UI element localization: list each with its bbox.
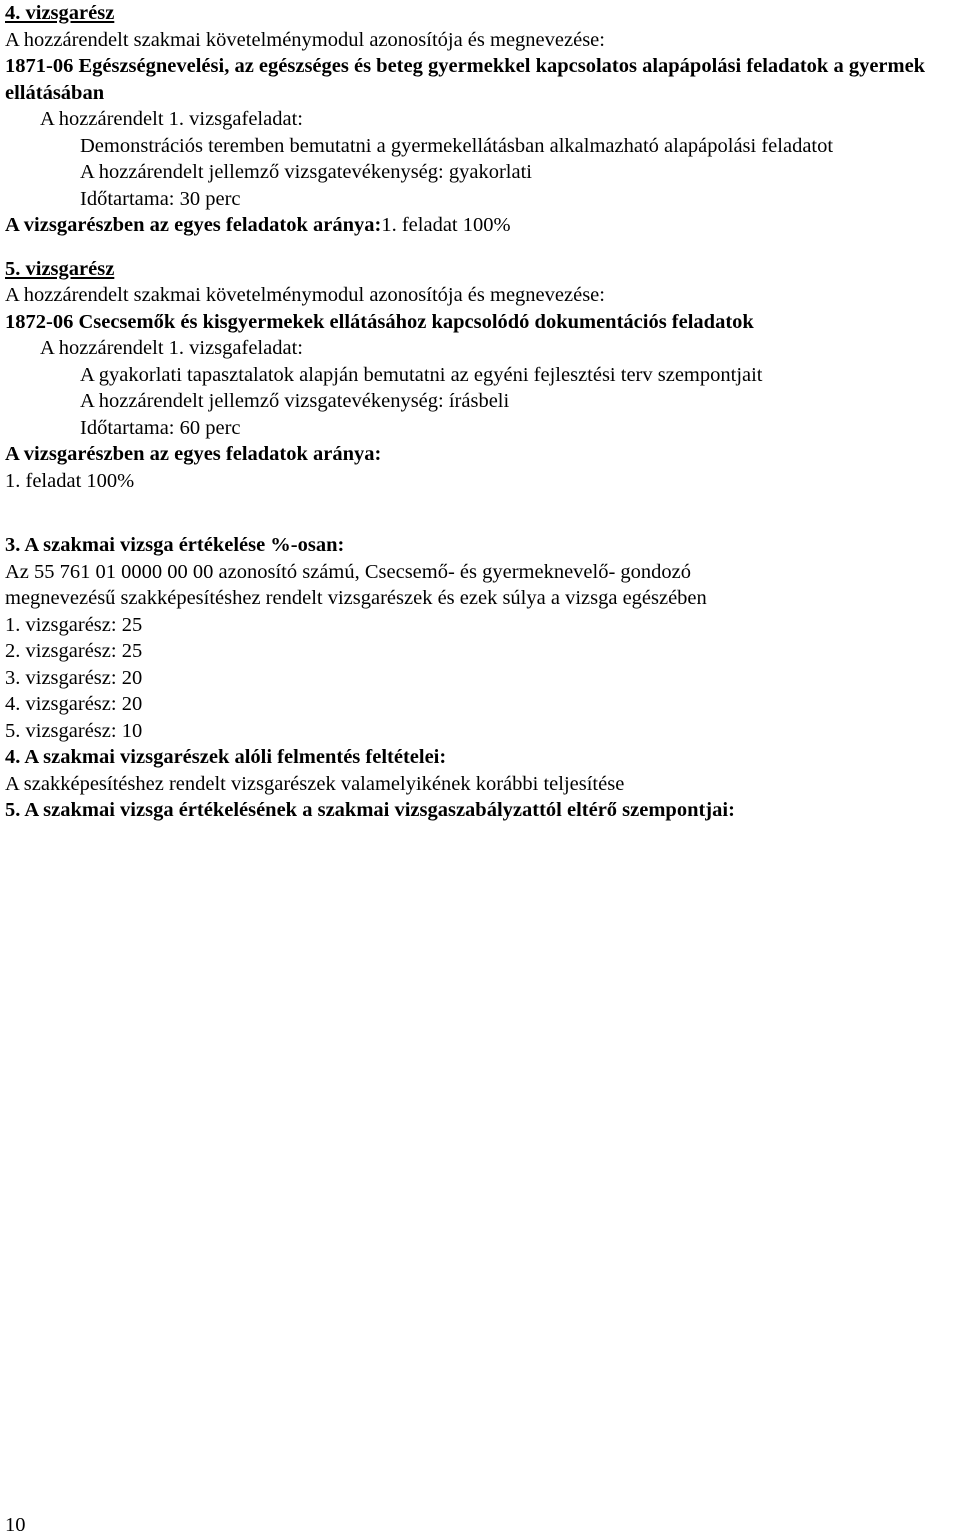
evaluation-heading: 3. A szakmai vizsga értékelése %-osan: [5, 534, 345, 556]
weight-item: 4. vizsgarész: 20 [5, 693, 143, 715]
section4-task-description: Demonstrációs teremben bemutatni a gyermekellátásban alkalmazható alapápolási feladatot [80, 134, 834, 157]
page-number: 10 [5, 1514, 26, 1536]
section4-task-label: A hozzárendelt 1. vizsgafeladat: [40, 108, 303, 130]
section5-ratio-label: A vizsgarészben az egyes feladatok aránya: [5, 443, 382, 465]
weight-item: 2. vizsgarész: 25 [5, 640, 143, 662]
weight-item: 5. vizsgarész: 10 [5, 719, 143, 742]
weight-item: 1. vizsgarész: 25 [5, 613, 143, 636]
section4-module-name: 1871-06 Egészségnevelési, az egészséges és beteg gyermekkel kapcsolatos alapápolási feladatok a gyermek ellátásában [5, 55, 926, 104]
exemption-heading: 4. A szakmai vizsgarészek alóli felmentés feltételei: [5, 746, 447, 768]
section5-module-intro: A hozzárendelt szakmai követelménymodul azonosítója és megnevezése: [5, 284, 605, 306]
section5-heading: 5. vizsgarész [5, 257, 115, 280]
evaluation-intro-line2: megnevezésű szakképesítéshez rendelt vizsgarészek és ezek súlya a vizsga egészében [5, 587, 707, 609]
section5-task-description: A gyakorlati tapasztalatok alapján bemutatni az egyéni fejlesztési terv szempontjait [80, 363, 763, 386]
weight-item: 3. vizsgarész: 20 [5, 666, 143, 689]
section4-ratio-label: A vizsgarészben az egyes feladatok aránya: [5, 214, 382, 236]
section4-duration: Időtartama: 30 perc [80, 187, 241, 210]
section5-activity: A hozzárendelt jellemző vizsgatevékenység: írásbeli [80, 390, 510, 412]
section4-module-intro: A hozzárendelt szakmai követelménymodul azonosítója és megnevezése: [5, 28, 605, 51]
document-page [5, 0, 957, 824]
spacer [5, 494, 957, 532]
section4-ratio-value: 1. feladat 100% [381, 214, 511, 236]
section4-ratio [5, 212, 957, 239]
section4-heading: 4. vizsgarész [5, 2, 115, 24]
section5-task-label: A hozzárendelt 1. vizsgafeladat: [40, 337, 303, 359]
exemption-text: A szakképesítéshez rendelt vizsgarészek valamelyikének korábbi teljesítése [5, 772, 625, 795]
section4-activity: A hozzárendelt jellemző vizsgatevékenység: gyakorlati [80, 161, 532, 183]
spacer [5, 239, 957, 256]
section5-module-name: 1872-06 Csecsemők és kisgyermekek ellátásához kapcsolódó dokumentációs feladatok [5, 310, 754, 333]
section5-duration: Időtartama: 60 perc [80, 416, 241, 439]
evaluation-intro-line1: Az 55 761 01 0000 00 00 azonosító számú, Csecsemő- és gyermeknevelő- gondozó [5, 560, 692, 583]
deviation-heading: 5. A szakmai vizsga értékelésének a szakmai vizsgaszabályzattól eltérő szempontjai: [5, 799, 735, 821]
section5-ratio-value: 1. feladat 100% [5, 469, 135, 492]
